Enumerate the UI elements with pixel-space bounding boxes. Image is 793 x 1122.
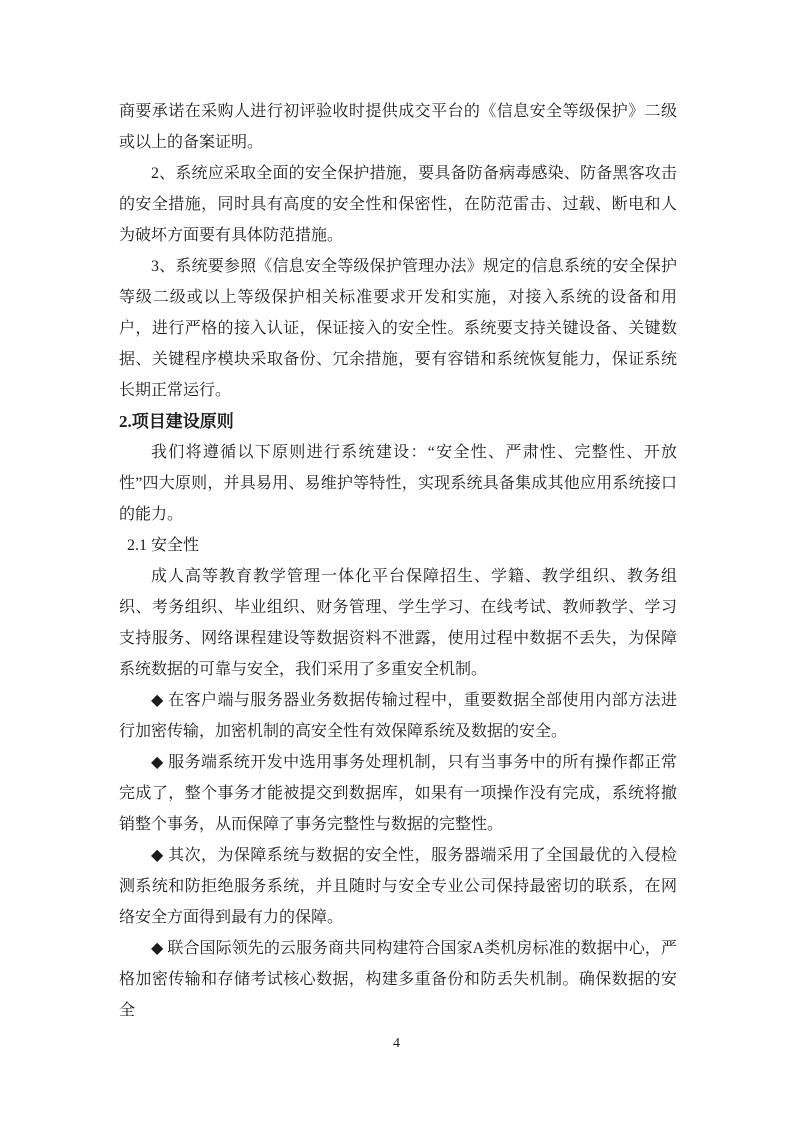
page-number: 4 bbox=[393, 1036, 400, 1051]
paragraph-continuation-filing-certificate: 商要承诺在采购人进行初评验收时提供成交平台的《信息安全等级保护》二级或以上的备案证明。 bbox=[119, 103, 677, 151]
paragraph-platform-data-security-overview: 成人高等教育教学管理一体化平台保障招生、学籍、教学组织、教务组织、考务组织、毕业组织、财务管理、学生学习、在线考试、教师教学、学习支持服务、网络课程建设等数据资料不泄露，使用过程中数据不丢失，为保障系统数据的可靠与安全，我们采用了多重安全机制。 bbox=[119, 568, 677, 678]
document-body bbox=[119, 96, 677, 1026]
bullet-item-intrusion-detection: ◆ 其次，为保障系统与数据的安全性，服务器端采用了全国最优的入侵检测系统和防拒绝服务系统，并且随时与安全专业公司保持最密切的联系，在网络安全方面得到最有力的保障。 bbox=[119, 847, 677, 926]
page-footer bbox=[0, 1034, 793, 1054]
paragraph-numbered-item-3-protection-level: 3、系统要参照《信息安全等级保护管理办法》规定的信息系统的安全保护等级二级或以上等级保护相关标准要求开发和实施，对接入系统的设备和用户，进行严格的接入认证，保证接入的安全性。系统要支持关键设备、关键数据、关键程序模块采取备份、冗余措施，要有容错和系统恢复能力，保证系统长期正常运行。 bbox=[119, 258, 677, 399]
paragraph-principles-intro: 我们将遵循以下原则进行系统建设：“安全性、严肃性、完整性、开放性”四大原则，并具易用、易维护等特性，实现系统具备集成其他应用系统接口的能力。 bbox=[119, 444, 677, 523]
bullet-item-transaction-mechanism: ◆ 服务端系统开发中选用事务处理机制，只有当事务中的所有操作都正常完成了，整个事务才能被提交到数据库，如果有一项操作没有完成，系统将撤销整个事务，从而保障了事务完整性与数据的完整性。 bbox=[119, 754, 677, 833]
paragraph-numbered-item-2-security-measures: 2、系统应采取全面的安全保护措施，要具备防备病毒感染、防备黑客攻击的安全措施，同时具有高度的安全性和保密性，在防范雷击、过载、断电和人为破坏方面要有具体防范措施。 bbox=[119, 165, 677, 244]
subsection-heading-security: 2.1 安全性 bbox=[127, 537, 200, 554]
bullet-item-cloud-data-center: ◆ 联合国际领先的云服务商共同构建符合国家A类机房标准的数据中心，严格加密传输和存储考试核心数据，构建多重备份和防丢失机制。确保数据的安全 bbox=[119, 940, 677, 1019]
section-heading-project-construction-principles: 2.项目建设原则 bbox=[119, 412, 234, 431]
bullet-item-encrypted-transmission: ◆ 在客户端与服务器业务数据传输过程中，重要数据全部使用内部方法进行加密传输，加密机制的高安全性有效保障系统及数据的安全。 bbox=[119, 692, 677, 740]
